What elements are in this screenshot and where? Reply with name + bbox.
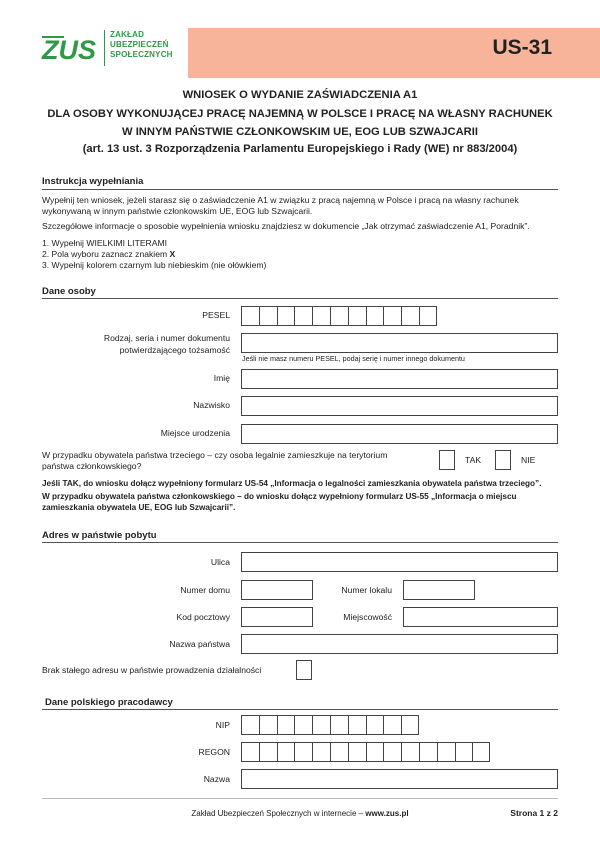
city-label: Miejscowość [343, 612, 392, 622]
logo-line-1: ZAKŁAD [110, 30, 145, 39]
postcode-input[interactable] [241, 607, 313, 627]
no-checkbox[interactable] [495, 450, 511, 470]
logo-letters: ZUS [42, 35, 96, 62]
country-input[interactable] [241, 634, 558, 654]
form-code: US-31 [492, 36, 552, 59]
title-line-2: DLA OSOBY WYKONUJĄCEJ PRACĘ NAJEMNĄ W POLSCE I PRACĘ NA WŁASNY RACHUNEK [47, 108, 553, 120]
person-divider [42, 298, 558, 299]
house-number-label: Numer domu [180, 585, 230, 595]
city-input[interactable] [403, 607, 558, 627]
no-address-checkbox[interactable] [296, 660, 312, 680]
address-heading: Adres w państwie pobytu [42, 530, 157, 541]
instructions-item-2-mark: X [169, 249, 176, 259]
footer-url[interactable]: www.zus.pl [365, 809, 409, 818]
regon-input[interactable] [241, 742, 490, 762]
birthplace-input[interactable] [241, 424, 558, 444]
page-number: Strona 1 z 2 [510, 808, 558, 818]
instructions-item-2 [42, 249, 175, 260]
pesel-label: PESEL [202, 310, 230, 320]
no-label: NIE [521, 455, 536, 465]
first-name-input[interactable] [241, 369, 558, 389]
instructions-para-2: Szczegółowe informacje o sposobie wypełnienia wniosku znajdziesz w dokumencie „Jak otrzymać zaświadczenie A1, Poradnik”. [42, 221, 530, 231]
employer-name-input[interactable] [241, 769, 558, 789]
title-line-4: (art. 13 ust. 3 Rozporządzenia Parlamentu Europejskiego i Rady (WE) nr 883/2004) [82, 143, 518, 155]
logo-line-3: SPOŁECZNYCH [110, 50, 173, 59]
regon-label: REGON [198, 747, 230, 757]
document-label-1: Rodzaj, seria i numer dokumentu [103, 333, 230, 343]
employer-name-label: Nazwa [203, 774, 230, 784]
zus-logo-icon [40, 32, 100, 62]
birthplace-label: Miejsce urodzenia [160, 428, 230, 438]
logo-line-2: UBEZPIECZEŃ [110, 40, 169, 49]
logo-separator [104, 30, 105, 66]
person-heading: Dane osoby [42, 286, 96, 297]
flat-number-label: Numer lokalu [341, 585, 392, 595]
postcode-label: Kod pocztowy [176, 612, 230, 622]
document-label-2: potwierdzającego tożsamość [119, 345, 230, 355]
nip-label: NIP [215, 720, 230, 730]
country-label: Nazwa państwa [169, 639, 230, 649]
instructions-item-1: 1. Wypełnij WIELKIMI LITERAMI [42, 238, 168, 248]
street-input[interactable] [241, 552, 558, 572]
footer-prefix: Zakład Ubezpieczeń Społecznych w internecie – [191, 809, 366, 818]
nip-input[interactable] [241, 715, 419, 735]
instructions-divider [42, 189, 558, 190]
instructions-para-1: Wypełnij ten wniosek, jeżeli starasz się o zaświadczenie A1 w związku z pracą najemną w Polsce i pracą na własny rachunek wykonywaną w innym państwie członkowskim UE, EOG lub Szwajcarii. [42, 195, 519, 216]
logo-text [110, 30, 173, 60]
document-hint: Jeśli nie masz numeru PESEL, podaj serię i numer innego dokumentu [242, 354, 465, 363]
address-divider [42, 542, 558, 543]
employer-heading: Dane polskiego pracodawcy [45, 697, 173, 708]
last-name-input[interactable] [241, 396, 558, 416]
employer-divider [42, 709, 558, 710]
third-country-question-2: państwa członkowskiego? [42, 461, 142, 471]
first-name-label: Imię [213, 373, 230, 383]
pesel-input[interactable] [241, 306, 437, 326]
no-address-label: Brak stałego adresu w państwie prowadzenia działalności [42, 665, 262, 675]
instructions-heading: Instrukcja wypełniania [42, 176, 144, 187]
third-country-question-1: W przypadku obywatela państwa trzeciego – czy osoba legalnie zamieszkuje na terytorium [42, 450, 388, 460]
note-us54: Jeśli TAK, do wniosku dołącz wypełniony formularz US-54 „Informacja o legalności zamieszkania obywatela państwa trzeciego”. [42, 479, 542, 488]
yes-label: TAK [465, 455, 482, 465]
note-us55: W przypadku obywatela państwa członkowskiego – do wniosku dołącz wypełniony formularz US-55 „Informacja o miejscu zamieszkania obywatela UE, EOG lub Szwajcarii”. [42, 492, 517, 512]
flat-number-input[interactable] [403, 580, 475, 600]
yes-checkbox[interactable] [439, 450, 455, 470]
document-input[interactable] [241, 333, 558, 353]
instructions-item-2-text: 2. Pola wyboru zaznacz znakiem [42, 249, 170, 259]
instructions-item-3: 3. Wypełnij kolorem czarnym lub niebieskim (nie ołówkiem) [42, 260, 267, 270]
street-label: Ulica [210, 557, 230, 567]
title-line-3: W INNYM PAŃSTWIE CZŁONKOWSKIM UE, EOG LUB SZWAJCARII [122, 126, 478, 138]
footer-divider [42, 798, 558, 799]
house-number-input[interactable] [241, 580, 313, 600]
title-line-1: WNIOSEK O WYDANIE ZAŚWIADCZENIA A1 [182, 89, 418, 101]
last-name-label: Nazwisko [193, 400, 230, 410]
